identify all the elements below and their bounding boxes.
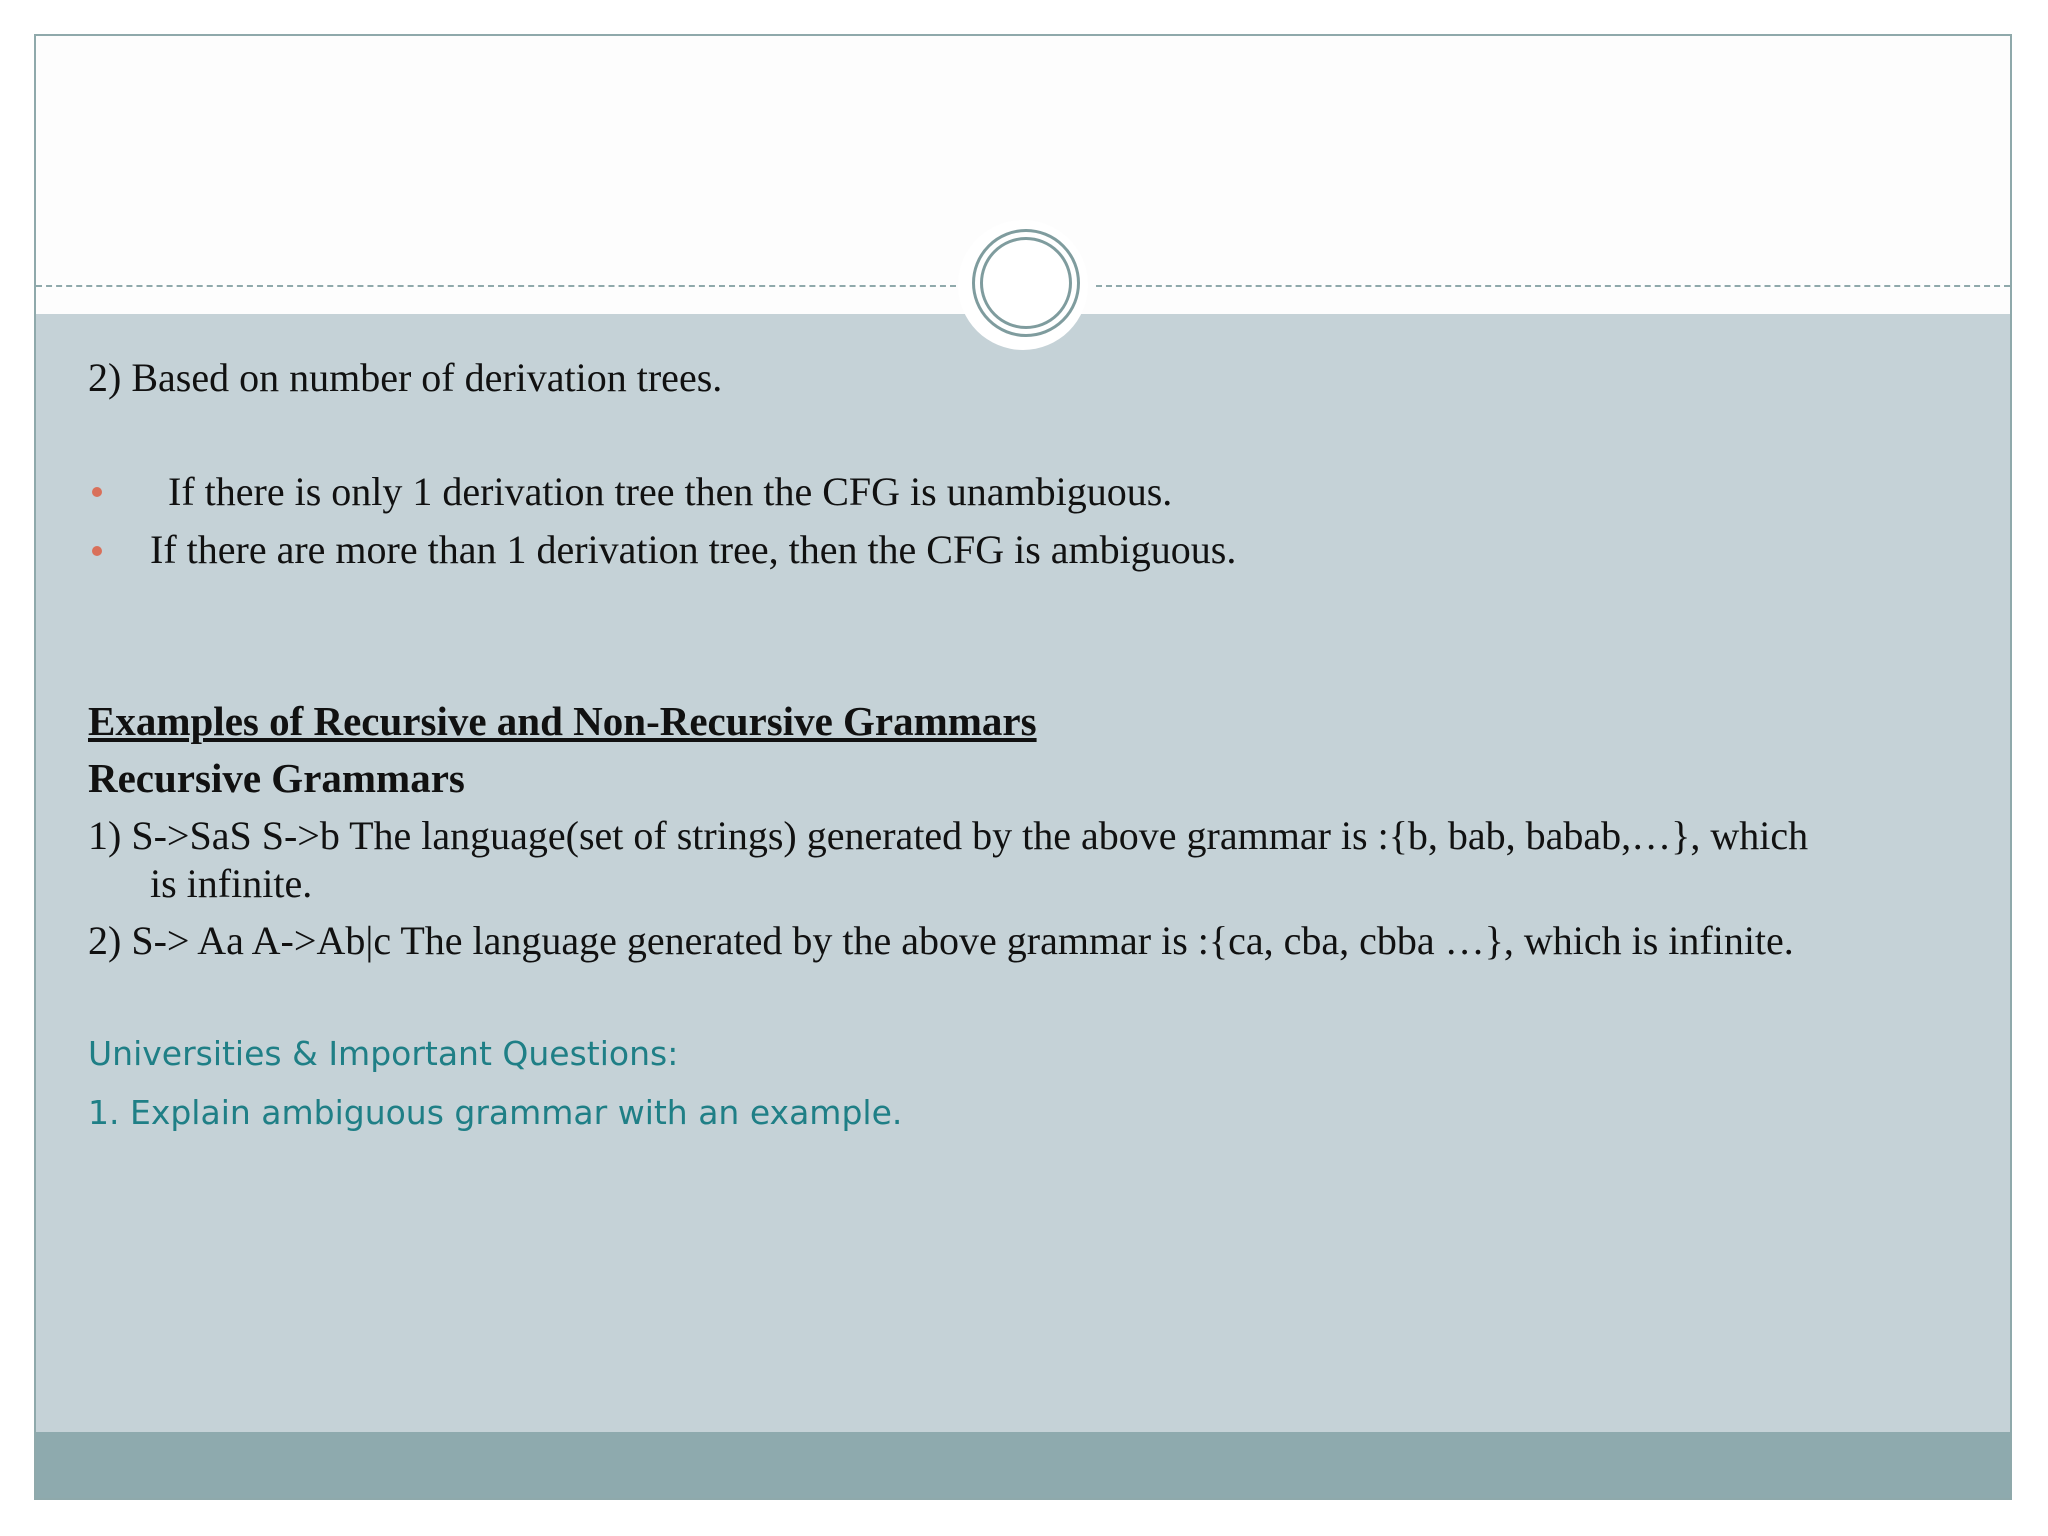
question-1: 1. Explain ambiguous grammar with an example. (88, 1093, 903, 1132)
example-1-line-2: is infinite. (150, 861, 313, 906)
example-1-line-1: 1) S->SaS S->b The language(set of strings) generated by the above grammar is :{b, bab, babab,…}, which (88, 813, 1809, 858)
bullet-item-unambiguous: If there is only 1 derivation tree then the CFG is unambiguous. (168, 469, 1173, 514)
bullet-icon (92, 487, 102, 497)
slide-footer-band (36, 1432, 2010, 1500)
recursive-grammars-heading: Recursive Grammars (88, 755, 465, 801)
intro-line: 2) Based on number of derivation trees. (88, 355, 723, 400)
bullet-item-ambiguous: If there are more than 1 derivation tree, then the CFG is ambiguous. (150, 527, 1237, 572)
examples-heading: Examples of Recursive and Non-Recursive Grammars (88, 698, 1037, 744)
header-divider-left (36, 285, 956, 287)
questions-heading: Universities & Important Questions: (88, 1034, 679, 1073)
bullet-icon (92, 546, 102, 556)
circle-ornament-inner-icon (980, 237, 1072, 329)
example-2-line: 2) S-> Aa A->Ab|c The language generated by the above grammar is :{ca, cba, cbba …}, which is infinite. (88, 918, 1794, 963)
header-divider-right (1096, 285, 2010, 287)
